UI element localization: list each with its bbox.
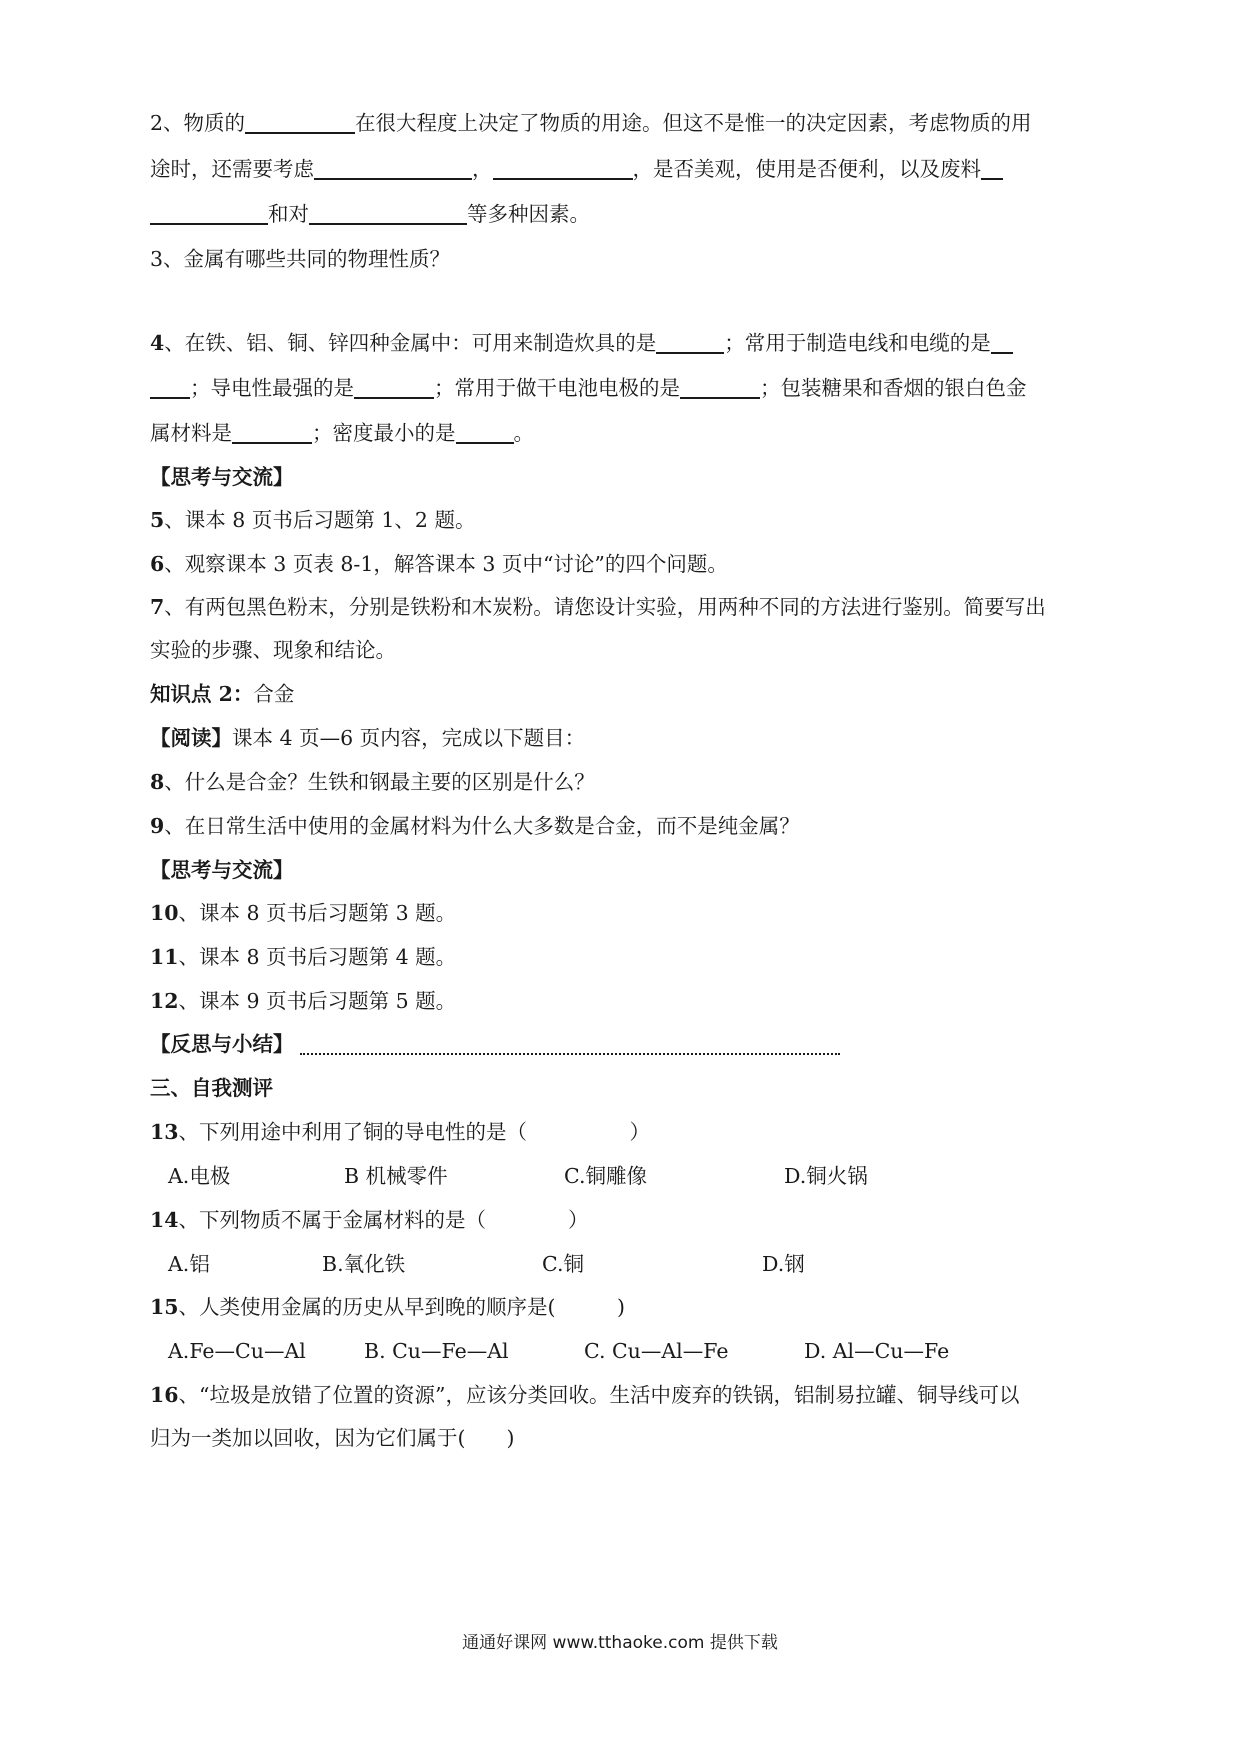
kp2-text: 合金 bbox=[253, 682, 295, 706]
q4-blank-1 bbox=[656, 330, 724, 354]
q15-text: 、人类使用金属的历史从早到晚的顺序是( ) bbox=[178, 1295, 626, 1319]
q2-blank-3 bbox=[493, 156, 633, 180]
q15-option-c: C. Cu—Al—Fe bbox=[584, 1339, 729, 1363]
q14-option-d: D.钢 bbox=[762, 1252, 805, 1276]
think-exchange-heading-2: 【思考与交流】 bbox=[150, 858, 294, 882]
q4-number: 4 bbox=[150, 331, 165, 355]
q3-line: 3、金属有哪些共同的物理性质？ bbox=[150, 247, 451, 271]
q14-option-c: C.铜 bbox=[542, 1252, 584, 1276]
q4-blank-2a bbox=[991, 330, 1013, 354]
reflection-blank bbox=[300, 1031, 840, 1055]
q5-text: 、课本 8 页书后习题第 1、2 题。 bbox=[164, 508, 476, 532]
think-exchange-heading-1: 【思考与交流】 bbox=[150, 465, 294, 489]
q4-text-d: ；常用于做干电池电极的是 bbox=[434, 376, 680, 400]
q11-text: 、课本 8 页书后习题第 4 题。 bbox=[178, 945, 457, 969]
q9-line bbox=[150, 811, 1100, 841]
q13-number: 13 bbox=[150, 1120, 179, 1144]
q7-number: 7 bbox=[150, 595, 165, 619]
q14-text: 、下列物质不属于金属材料的是（ ） bbox=[178, 1208, 589, 1232]
q2-blank-4b bbox=[150, 201, 268, 225]
q15-option-d: D. Al—Cu—Fe bbox=[804, 1339, 950, 1363]
q2-line-1 bbox=[150, 108, 1100, 138]
q2-text-f: 和对 bbox=[268, 202, 309, 226]
q13-options bbox=[168, 1161, 1118, 1191]
q15-line bbox=[150, 1292, 1100, 1322]
q12-line bbox=[150, 986, 1100, 1016]
q2-text-e: ，是否美观，使用是否便利，以及废料 bbox=[632, 157, 981, 181]
reflection-label: 【反思与小结】 bbox=[150, 1032, 294, 1056]
q5-number: 5 bbox=[150, 508, 165, 532]
knowledge-point-2 bbox=[150, 679, 1100, 709]
q4-text-f: 属材料是 bbox=[150, 421, 232, 445]
q15-options bbox=[168, 1336, 1118, 1366]
q13-text: 、下列用途中利用了铜的导电性的是（ ） bbox=[178, 1120, 651, 1144]
q5-line bbox=[150, 505, 1100, 535]
q4-text-c: ；导电性最强的是 bbox=[190, 376, 354, 400]
q10-line bbox=[150, 898, 1100, 928]
q13-option-d: D.铜火锅 bbox=[784, 1164, 868, 1188]
q9-number: 9 bbox=[150, 814, 165, 838]
q12-number: 12 bbox=[150, 989, 179, 1013]
q2-text-g: 等多种因素。 bbox=[467, 202, 590, 226]
q4-blank-2b bbox=[150, 375, 190, 399]
reading-line bbox=[150, 723, 1100, 753]
reading-text: 课本 4 页—6 页内容，完成以下题目： bbox=[232, 726, 586, 750]
q8-number: 8 bbox=[150, 770, 165, 794]
reflection-line bbox=[150, 1029, 1100, 1059]
q15-number: 15 bbox=[150, 1295, 179, 1319]
q14-line bbox=[150, 1205, 1100, 1235]
q13-option-c: C.铜雕像 bbox=[564, 1164, 647, 1188]
section-3-heading: 三、自我测评 bbox=[150, 1076, 273, 1100]
kp2-label: 知识点 2： bbox=[150, 682, 254, 706]
q15-option-b: B. Cu—Fe—Al bbox=[364, 1339, 509, 1363]
q9-text: 、在日常生活中使用的金属材料为什么大多数是合金，而不是纯金属？ bbox=[164, 814, 800, 838]
q4-line-3 bbox=[150, 418, 1100, 448]
q2-blank-2 bbox=[314, 156, 472, 180]
q2-blank-4a bbox=[981, 156, 1003, 180]
q4-text-a: 、在铁、铝、铜、锌四种金属中：可用来制造炊具的是 bbox=[164, 331, 657, 355]
q11-line bbox=[150, 942, 1100, 972]
reading-label: 【阅读】 bbox=[150, 726, 232, 750]
q2-text-c: 途时，还需要考虑 bbox=[150, 157, 314, 181]
q4-blank-6 bbox=[456, 420, 514, 444]
q7-line-2: 实验的步骤、现象和结论。 bbox=[150, 638, 396, 662]
q15-option-a: A.Fe—Cu—Al bbox=[168, 1339, 306, 1363]
q16-line-2: 归为一类加以回收，因为它们属于( ) bbox=[150, 1426, 515, 1450]
q14-option-a: A.铝 bbox=[168, 1252, 210, 1276]
q4-text-e: ；包装糖果和香烟的银白色金 bbox=[760, 376, 1027, 400]
q10-text: 、课本 8 页书后习题第 3 题。 bbox=[178, 901, 457, 925]
q8-line bbox=[150, 767, 1100, 797]
q4-text-h: 。 bbox=[513, 421, 534, 445]
q2-line-3 bbox=[150, 199, 1100, 229]
q16-number: 16 bbox=[150, 1383, 179, 1407]
q13-option-a: A.电极 bbox=[168, 1164, 231, 1188]
q2-text-d: ， bbox=[472, 157, 493, 181]
q13-line bbox=[150, 1117, 1100, 1147]
q6-line bbox=[150, 549, 1100, 579]
q4-text-g: ；密度最小的是 bbox=[312, 421, 456, 445]
q2-line-2 bbox=[150, 154, 1100, 184]
page-footer: 通通好课网 www.tthaoke.com 提供下载 bbox=[462, 1633, 778, 1653]
q8-text: 、什么是合金？生铁和钢最主要的区别是什么？ bbox=[164, 770, 595, 794]
q2-text-b: 在很大程度上决定了物质的用途。但这不是惟一的决定因素，考虑物质的用 bbox=[355, 111, 1032, 135]
q11-number: 11 bbox=[150, 945, 179, 969]
q12-text: 、课本 9 页书后习题第 5 题。 bbox=[178, 989, 457, 1013]
q2-text-a: 2、物质的 bbox=[150, 111, 246, 135]
q2-blank-5 bbox=[309, 201, 467, 225]
q6-text: 、观察课本 3 页表 8-1，解答课本 3 页中“讨论”的四个问题。 bbox=[164, 552, 728, 576]
q4-text-b: ；常用于制造电线和电缆的是 bbox=[724, 331, 991, 355]
q6-number: 6 bbox=[150, 552, 165, 576]
q4-blank-3 bbox=[354, 375, 434, 399]
q4-blank-4 bbox=[680, 375, 760, 399]
q4-blank-5 bbox=[232, 420, 312, 444]
q4-line-2 bbox=[150, 373, 1100, 403]
q13-option-b: B 机械零件 bbox=[344, 1164, 448, 1188]
q16-line-1 bbox=[150, 1380, 1100, 1410]
q16-text-1: 、“垃圾是放错了位置的资源”，应该分类回收。生活中废弃的铁锅，铝制易拉罐、铜导线可以 bbox=[178, 1383, 1020, 1407]
q2-blank-1 bbox=[245, 110, 355, 134]
q10-number: 10 bbox=[150, 901, 179, 925]
q14-number: 14 bbox=[150, 1208, 179, 1232]
q7-line-1 bbox=[150, 592, 1100, 622]
q14-option-b: B.氧化铁 bbox=[322, 1252, 406, 1276]
q4-line-1 bbox=[150, 328, 1100, 358]
q14-options bbox=[168, 1249, 1118, 1279]
q7-text-1: 、有两包黑色粉末，分别是铁粉和木炭粉。请您设计实验，用两种不同的方法进行鉴别。简要写出 bbox=[164, 595, 1046, 619]
